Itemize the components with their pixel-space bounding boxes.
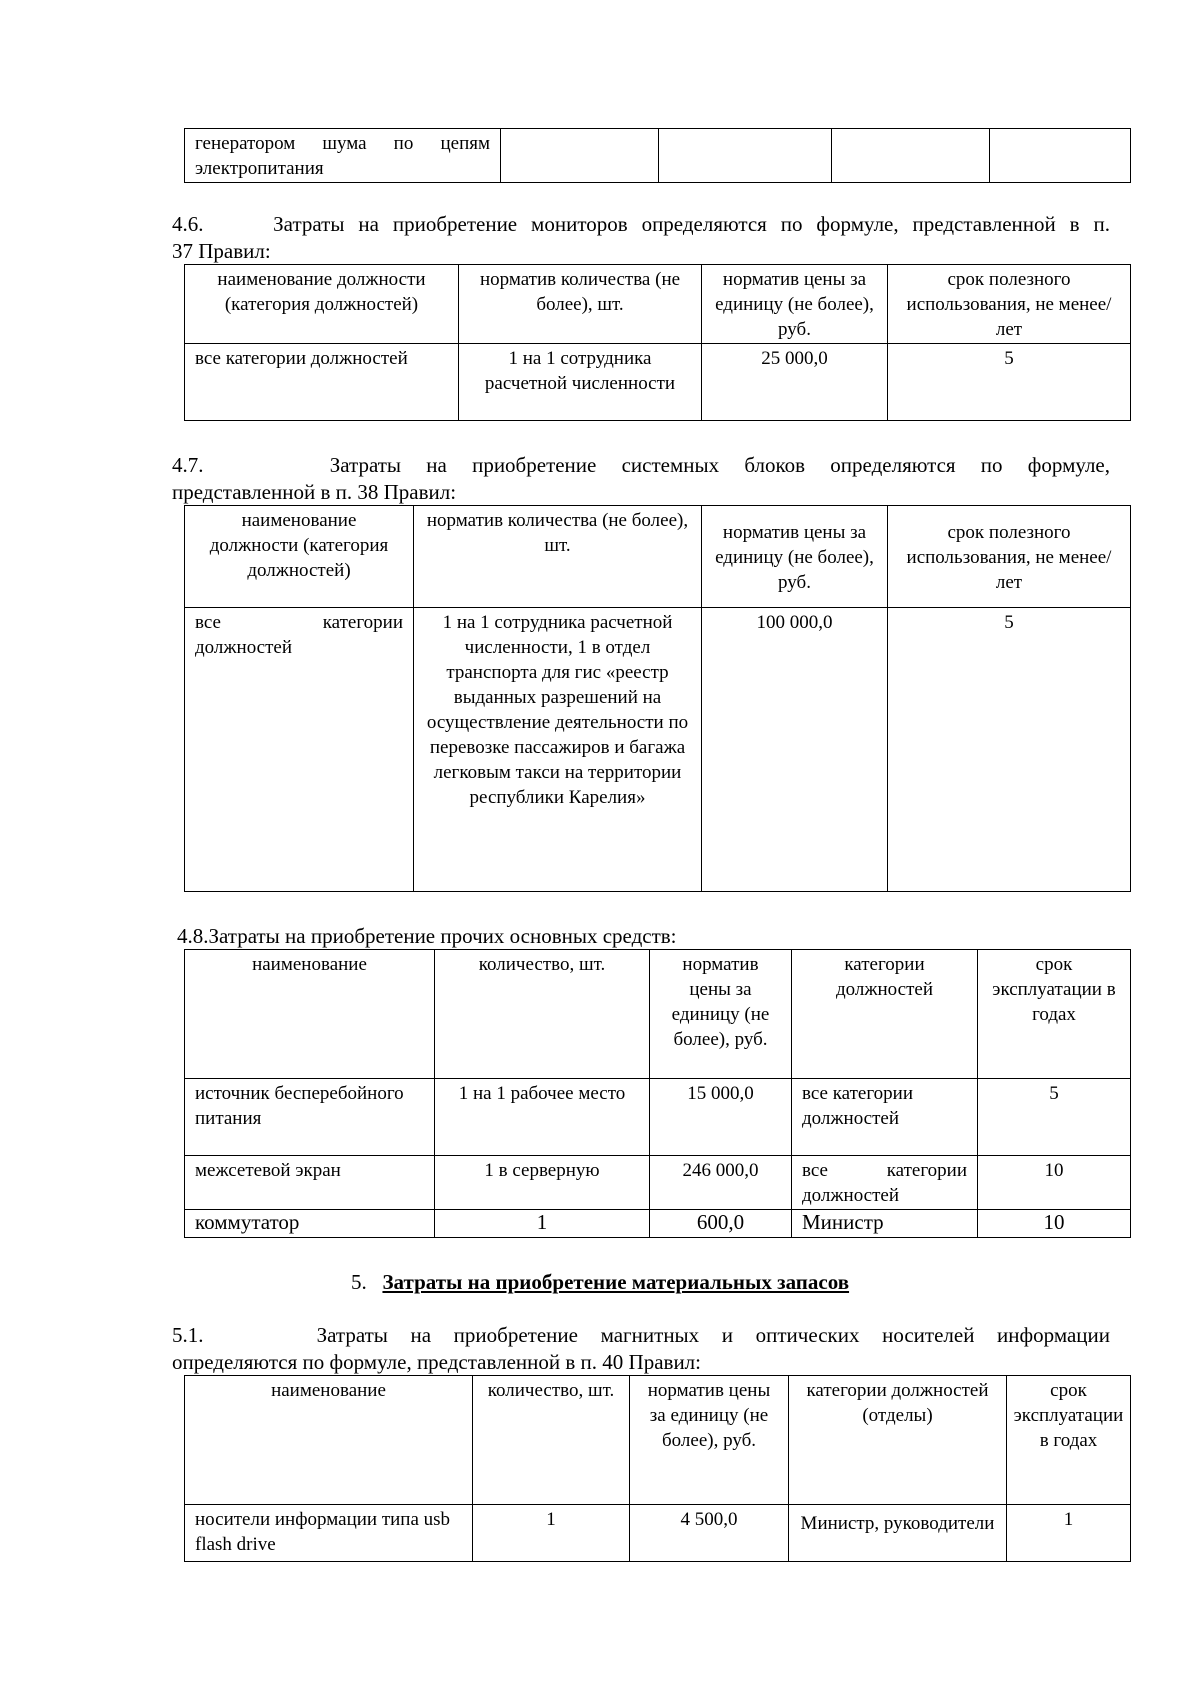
- section-heading-5: [0, 1269, 1200, 1296]
- paragraph-4-6-continuation: 37 Правил:: [172, 239, 271, 263]
- table-row: [185, 608, 1131, 892]
- table-cell: [832, 129, 990, 183]
- table-cell: 1 в серверную: [435, 1156, 650, 1210]
- table-cell: 600,0: [650, 1210, 792, 1238]
- table-cell: [990, 129, 1131, 183]
- column-header: норматив цены за единицу (не более), руб.: [702, 265, 888, 344]
- table-cell: 15 000,0: [650, 1079, 792, 1156]
- table-cell: все категории должностей: [185, 344, 459, 421]
- column-header: категории должностей: [792, 950, 978, 1079]
- paragraph-4-7: [172, 452, 1110, 479]
- table-row: [185, 1505, 1131, 1562]
- column-header: норматив количества (не более), шт.: [459, 265, 702, 344]
- table-cell: 1 на 1 сотрудника расчетной численности: [459, 344, 702, 421]
- paragraph-text: Затраты на приобретение системных блоков определяются по формуле,: [329, 453, 1110, 477]
- table-continuation: [184, 128, 1131, 183]
- table-row: [185, 1156, 1131, 1210]
- table-cell: [501, 129, 659, 183]
- column-header: наименование должности (категория должностей): [185, 265, 459, 344]
- paragraph-text: Затраты на приобретение магнитных и оптических носителей информации: [316, 1323, 1110, 1347]
- table-row: [185, 1079, 1131, 1156]
- table-other-fixed-assets: [184, 949, 1131, 1238]
- column-header: наименование: [185, 950, 435, 1079]
- table-header-row: [185, 950, 1131, 1079]
- table-cell: генератором шума по цепям электропитания: [185, 129, 501, 183]
- table-header-row: [185, 506, 1131, 608]
- table-row: [185, 129, 1131, 183]
- column-header: срок эксплуатации в годах: [1007, 1376, 1131, 1505]
- table-cell: 4 500,0: [630, 1505, 789, 1562]
- column-header: наименование: [185, 1376, 473, 1505]
- table-cell: 100 000,0: [702, 608, 888, 892]
- column-header: срок полезного использования, не менее/лет: [888, 265, 1131, 344]
- paragraph-4-6: [172, 211, 1110, 238]
- column-header: норматив цены за единицу (не более), руб.: [650, 950, 792, 1079]
- table-cell: все категории должностей: [792, 1079, 978, 1156]
- table-cell: все категории должностей: [792, 1156, 978, 1210]
- column-header: наименование должности (категория должностей): [185, 506, 414, 608]
- table-cell: носители информации типа usb flash drive: [185, 1505, 473, 1562]
- table-cell: 5: [888, 344, 1131, 421]
- table-cell: Министр: [792, 1210, 978, 1238]
- paragraph-4-8: 4.8.Затраты на приобретение прочих основных средств:: [177, 924, 677, 948]
- table-cell: 1: [473, 1505, 630, 1562]
- column-header: срок эксплуатации в годах: [978, 950, 1131, 1079]
- section-number: 4.7.: [172, 453, 204, 477]
- section-number: 5.1.: [172, 1323, 204, 1347]
- table-cell: 246 000,0: [650, 1156, 792, 1210]
- table-cell: источник бесперебойного питания: [185, 1079, 435, 1156]
- table-cell: 1 на 1 рабочее место: [435, 1079, 650, 1156]
- table-row: [185, 1210, 1131, 1238]
- table-row: [185, 344, 1131, 421]
- table-cell: 10: [978, 1210, 1131, 1238]
- table-cell: 25 000,0: [702, 344, 888, 421]
- column-header: норматив цены за единицу (не более), руб.: [702, 506, 888, 608]
- table-monitors: [184, 264, 1131, 421]
- paragraph-5-1: [172, 1322, 1110, 1349]
- section-number: 5.: [350, 1270, 367, 1294]
- column-header: количество, шт.: [435, 950, 650, 1079]
- section-number: 4.6.: [172, 212, 204, 236]
- paragraph-5-1-continuation: определяются по формуле, представленной в п. 40 Правил:: [172, 1350, 701, 1374]
- table-cell: [659, 129, 832, 183]
- table-storage-media: [184, 1375, 1131, 1562]
- table-cell: 10: [978, 1156, 1131, 1210]
- table-cell: 1 на 1 сотрудника расчетной численности, 1 в отдел транспорта для гис «реестр выданных разрешений на осуществление деятельности по перевозке пассажиров и багажа легковым такси на территории республики Карелия»: [414, 608, 702, 892]
- table-cell: межсетевой экран: [185, 1156, 435, 1210]
- section-title: Затраты на приобретение материальных запасов: [382, 1270, 850, 1294]
- table-cell: 1: [435, 1210, 650, 1238]
- table-cell: 5: [978, 1079, 1131, 1156]
- column-header: количество, шт.: [473, 1376, 630, 1505]
- column-header: норматив цены за единицу (не более), руб.: [630, 1376, 789, 1505]
- column-header: категории должностей (отделы): [789, 1376, 1007, 1505]
- table-header-row: [185, 265, 1131, 344]
- column-header: норматив количества (не более), шт.: [414, 506, 702, 608]
- paragraph-4-7-continuation: представленной в п. 38 Правил:: [172, 480, 457, 504]
- table-cell: 1: [1007, 1505, 1131, 1562]
- table-cell: Министр, руководители: [789, 1505, 1007, 1562]
- table-cell: все категории должностей: [185, 608, 414, 892]
- table-cell: коммутатор: [185, 1210, 435, 1238]
- table-header-row: [185, 1376, 1131, 1505]
- table-system-units: [184, 505, 1131, 892]
- column-header: срок полезного использования, не менее/лет: [888, 506, 1131, 608]
- table-cell: 5: [888, 608, 1131, 892]
- paragraph-text: Затраты на приобретение мониторов определяются по формуле, представленной в п.: [273, 212, 1110, 236]
